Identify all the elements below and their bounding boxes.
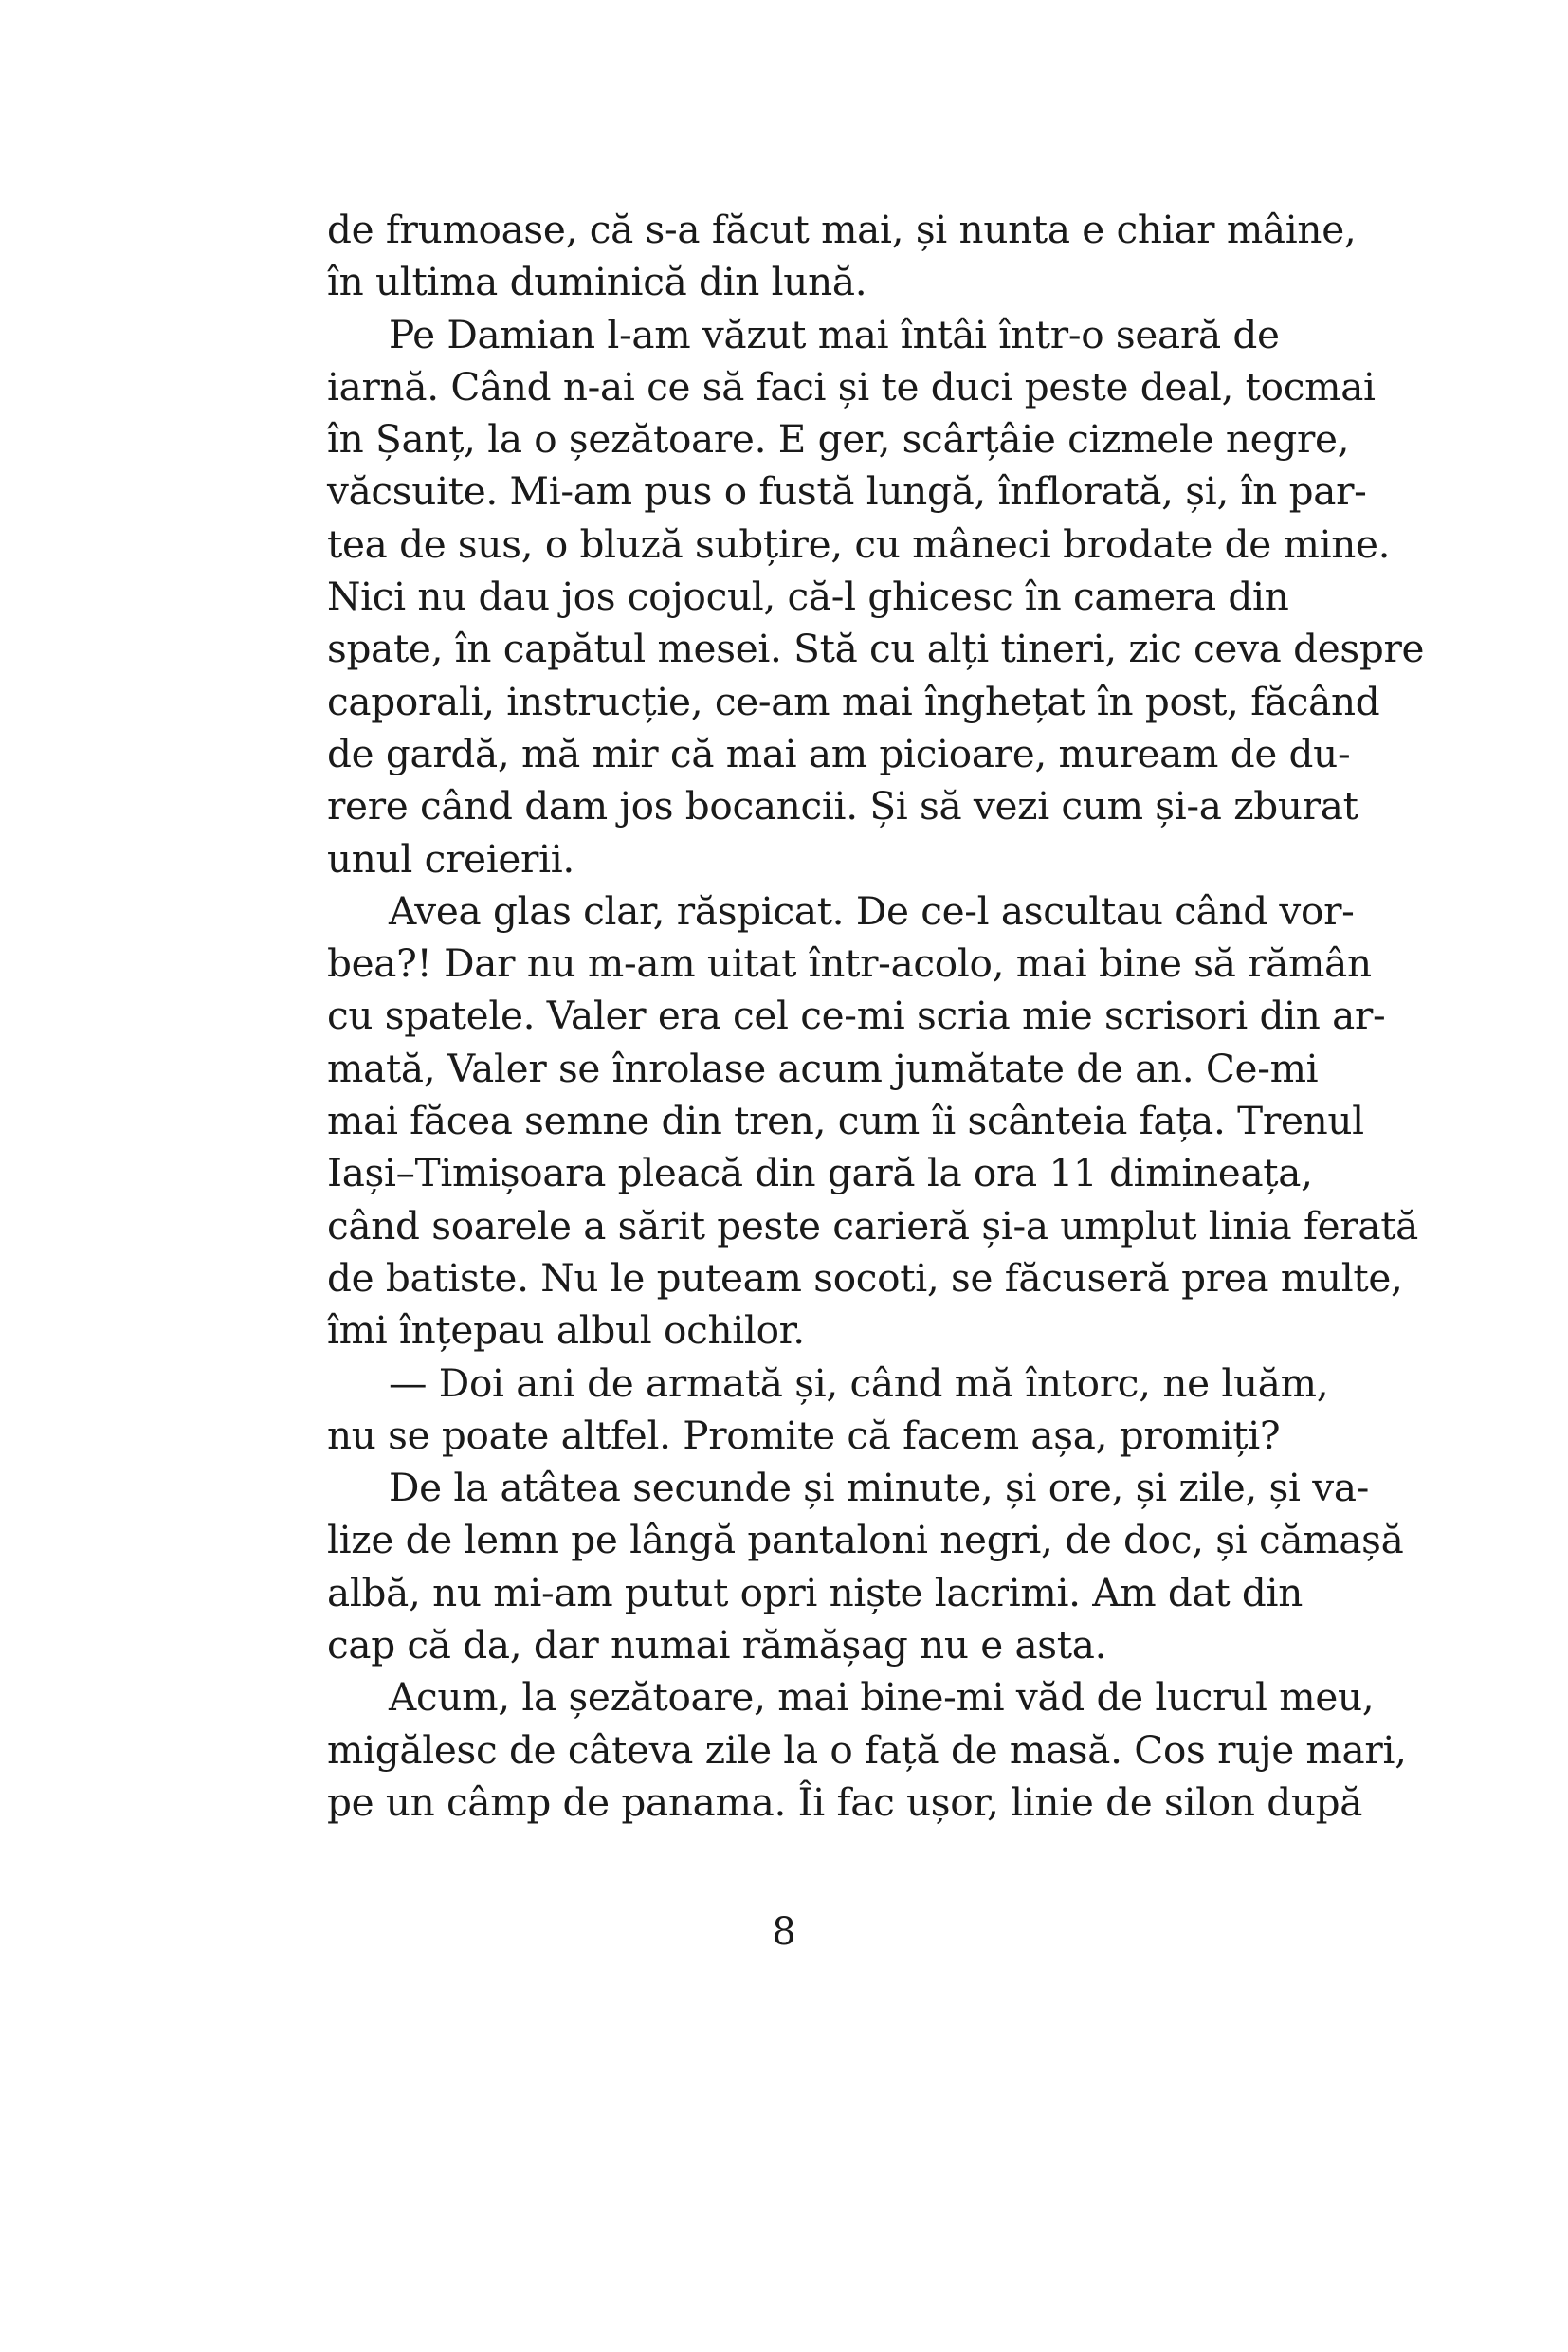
text-line: migălesc de câteva zile la o față de masă. Cos ruje mari, (327, 1726, 1407, 1773)
text-line: cap că da, dar numai rămășag nu e asta. (327, 1622, 1107, 1668)
text-line: nu se poate altfel. Promite că facem așa, promiți? (327, 1412, 1281, 1458)
text-line: de gardă, mă mir că mai am picioare, muream de du- (327, 730, 1351, 776)
text-line: Iași–Timișoara pleacă din gară la ora 11 dimineața, (327, 1150, 1313, 1196)
text-line: în Șanț, la o șezătoare. E ger, scârțâie cizmele negre, (327, 416, 1350, 463)
text-line: cu spatele. Valer era cel ce-mi scria mie scrisori din ar- (327, 993, 1386, 1039)
text-line: bea?! Dar nu m-am uitat într-acolo, mai bine să rămân (327, 940, 1372, 987)
text-line: când soarele a sărit peste carieră și-a umplut linia ferată (327, 1202, 1419, 1249)
text-line: de frumoase, că s-a făcut mai, și nunta e chiar mâine, (327, 207, 1357, 252)
text-line: văcsuite. Mi-am pus o fustă lungă, înflorată, și, în par- (327, 468, 1367, 515)
text-line: iarnă. Când n-ai ce să faci și te duci peste deal, tocmai (327, 363, 1376, 410)
text-line: pe un câmp de panama. Îi fac ușor, linie de silon după (327, 1778, 1363, 1825)
text-line: albă, nu mi-am putut opri niște lacrimi. Am dat din (327, 1569, 1303, 1615)
text-line: rere când dam jos bocancii. Și să vezi cum și-a zburat (327, 783, 1358, 830)
text-line: mată, Valer se înrolase acum jumătate de an. Ce-mi (327, 1045, 1319, 1091)
text-line: lize de lemn pe lângă pantaloni negri, de doc, și cămașă (327, 1517, 1404, 1563)
text-line: mai făcea semne din tren, cum îi scânteia fața. Trenul (327, 1098, 1364, 1144)
text-line: în ultima duminică din lună. (327, 259, 867, 305)
page-number: 8 (772, 1910, 796, 1954)
text-line: caporali, instrucție, ce-am mai înghețat în post, făcând (327, 678, 1380, 724)
body-text (327, 204, 1425, 1829)
text-line: îmi înțepau albul ochilor. (327, 1307, 805, 1354)
text-line: Pe Damian l-am văzut mai întâi într-o seară de (389, 311, 1280, 357)
text-line: de batiste. Nu le puteam socoti, se făcuseră prea multe, (327, 1254, 1403, 1301)
text-line: Nici nu dau jos cojocul, că-l ghicesc în camera din (327, 574, 1289, 620)
text-line: — Doi ani de armată și, când mă întorc, ne luăm, (389, 1359, 1329, 1406)
text-line: Avea glas clar, răspicat. De ce-l ascultau când vor- (389, 887, 1355, 934)
text-line: spate, în capătul mesei. Stă cu alți tineri, zic ceva despre (327, 626, 1425, 672)
text-line: Acum, la șezătoare, mai bine-mi văd de lucrul meu, (389, 1674, 1375, 1721)
text-line: tea de sus, o bluză subțire, cu mâneci brodate de mine. (327, 520, 1391, 567)
text-line: De la atâtea secunde și minute, și ore, și zile, și va- (389, 1465, 1370, 1511)
text-line: unul creierii. (327, 835, 574, 882)
